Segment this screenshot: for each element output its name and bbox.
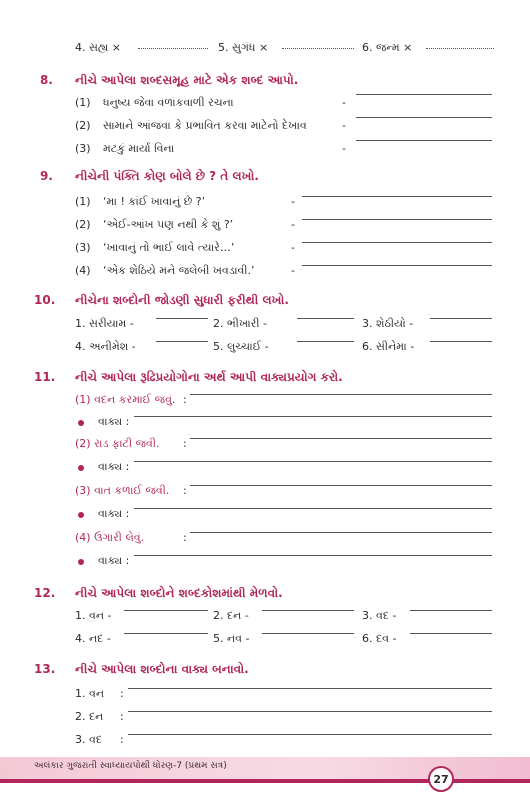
bullet-icon (78, 512, 84, 518)
answer-line[interactable] (426, 48, 494, 49)
answer-line[interactable] (297, 318, 354, 319)
answer-line[interactable] (410, 610, 492, 611)
colon: : (120, 710, 124, 723)
colon: : (120, 733, 124, 746)
answer-line[interactable] (156, 341, 208, 342)
answer-line[interactable] (124, 610, 208, 611)
dash: - (291, 264, 295, 277)
dictionary-item: 2. દન - (213, 609, 249, 622)
dictionary-item: 1. વન - (75, 609, 112, 622)
question-title: નીચે આપેલા શબ્દોને શબ્દકોશમાંથી મેળવો. (75, 586, 283, 600)
dictionary-item: 3. વદ - (362, 609, 397, 622)
item-text: ‘મા ! કાંઈ ખાવાનું છે ?’ (103, 195, 206, 208)
answer-line[interactable] (190, 438, 492, 439)
colon: : (183, 393, 187, 406)
spelling-item: 1. સરીયામ - (75, 317, 134, 330)
dictionary-item: 4. નદ - (75, 632, 111, 645)
sentence-word: 3. વદ (75, 733, 102, 746)
answer-line[interactable] (134, 508, 492, 509)
answer-line[interactable] (297, 341, 354, 342)
item-text: મટકું માર્યા વિના (103, 142, 175, 155)
question-title: નીચે આપેલા શબ્દોના વાક્ય બનાવો. (75, 662, 249, 676)
item-number: (1) (75, 96, 91, 109)
item-text: ‘ખાવાનું તો ભાઈ લાવે ત્યારે…’ (103, 241, 235, 254)
item-text: સામાને આંજવા કે પ્રભાવિત કરવા માટેનો દેખાવ (103, 119, 307, 132)
answer-line[interactable] (156, 318, 208, 319)
sentence-word: 2. દન (75, 710, 104, 723)
question-number: 11. (34, 370, 56, 384)
item-number: (4) (75, 264, 91, 277)
item-number: (2) (75, 119, 91, 132)
sentence-label: વાક્ય : (98, 554, 130, 567)
answer-line[interactable] (134, 461, 492, 462)
top-item-5: 5. સુગંધ × (218, 41, 269, 54)
answer-line[interactable] (262, 633, 354, 634)
colon: : (120, 687, 124, 700)
question-number: 12. (34, 586, 56, 600)
spelling-item: 3. શેઠીયો - (362, 317, 414, 330)
answer-line[interactable] (124, 633, 208, 634)
answer-line[interactable] (190, 394, 492, 395)
dictionary-item: 6. દવ - (362, 632, 397, 645)
item-text: ‘એઈ-આંખ પણ નથી કે શું ?’ (103, 218, 234, 231)
bullet-icon (78, 420, 84, 426)
colon: : (183, 531, 187, 544)
dash: - (342, 119, 346, 132)
answer-line[interactable] (410, 633, 492, 634)
answer-line[interactable] (302, 265, 492, 266)
answer-line[interactable] (128, 734, 492, 735)
idiom: (3) વાત કળાઈ જવી. (75, 484, 170, 497)
question-title: નીચેની પંક્તિ કોણ બોલે છે ? તે લખો. (75, 169, 259, 183)
colon: : (183, 484, 187, 497)
item-number: (3) (75, 142, 91, 155)
dash: - (342, 96, 346, 109)
question-title: નીચે આપેલા રૂઢિપ્રયોગોના અર્થ આપી વાક્યપ્રયોગ કરો. (75, 370, 343, 384)
answer-line[interactable] (134, 555, 492, 556)
answer-line[interactable] (190, 485, 492, 486)
item-text: ધનુષ્ય જેવા વળાંકવાળી રચના (103, 96, 234, 109)
answer-line[interactable] (302, 196, 492, 197)
idiom: (2) રાડ ફાટી જવી. (75, 437, 160, 450)
idiom: (4) ઉગારી લેવું. (75, 531, 145, 544)
answer-line[interactable] (430, 341, 492, 342)
answer-line[interactable] (128, 688, 492, 689)
answer-line[interactable] (356, 117, 492, 118)
dash: - (291, 218, 295, 231)
answer-line[interactable] (134, 416, 492, 417)
answer-line[interactable] (138, 48, 208, 49)
answer-line[interactable] (262, 610, 354, 611)
sentence-word: 1. વન (75, 687, 105, 700)
question-title: નીચે આપેલા શબ્દસમૂહ માટે એક શબ્દ આપો. (75, 73, 299, 87)
question-number: 8. (40, 73, 53, 87)
item-number: (1) (75, 195, 91, 208)
bullet-icon (78, 465, 84, 471)
item-text: ‘એક શેઠિયે મને જલેબી ખવડાવી.’ (103, 264, 255, 277)
spelling-item: 6. સીનેમા - (362, 340, 415, 353)
answer-line[interactable] (128, 711, 492, 712)
question-number: 9. (40, 169, 53, 183)
answer-line[interactable] (302, 219, 492, 220)
answer-line[interactable] (430, 318, 492, 319)
spelling-item: 2. ભીખારી - (213, 317, 267, 330)
colon: : (183, 437, 187, 450)
question-title: નીચેના શબ્દોની જોડણી સુધારી ફરીથી લખો. (75, 293, 289, 307)
question-number: 13. (34, 662, 56, 676)
sentence-label: વાક્ય : (98, 507, 130, 520)
answer-line[interactable] (356, 140, 492, 141)
spelling-item: 4. અનીમેશ - (75, 340, 136, 353)
idiom: (1) વદન કરમાઈ જવું. (75, 393, 176, 406)
dash: - (342, 142, 346, 155)
item-number: (3) (75, 241, 91, 254)
footer-title: અલંકાર ગુજરાતી સ્વાધ્યાયપોથી ધોરણ-7 (પ્રથમ સત્ર) (34, 761, 227, 771)
spelling-item: 5. લુચ્ચાઈ - (213, 340, 269, 353)
answer-line[interactable] (282, 48, 354, 49)
top-item-6: 6. જન્મ × (362, 41, 413, 54)
bullet-icon (78, 559, 84, 565)
page-number: 27 (428, 766, 454, 792)
top-item-4: 4. સહ્ય × (75, 41, 121, 54)
answer-line[interactable] (302, 242, 492, 243)
dictionary-item: 5. નવ - (213, 632, 250, 645)
question-number: 10. (34, 293, 56, 307)
dash: - (291, 241, 295, 254)
dash: - (291, 195, 295, 208)
sentence-label: વાક્ય : (98, 415, 130, 428)
item-number: (2) (75, 218, 91, 231)
answer-line[interactable] (356, 94, 492, 95)
sentence-label: વાક્ય : (98, 460, 130, 473)
answer-line[interactable] (190, 532, 492, 533)
